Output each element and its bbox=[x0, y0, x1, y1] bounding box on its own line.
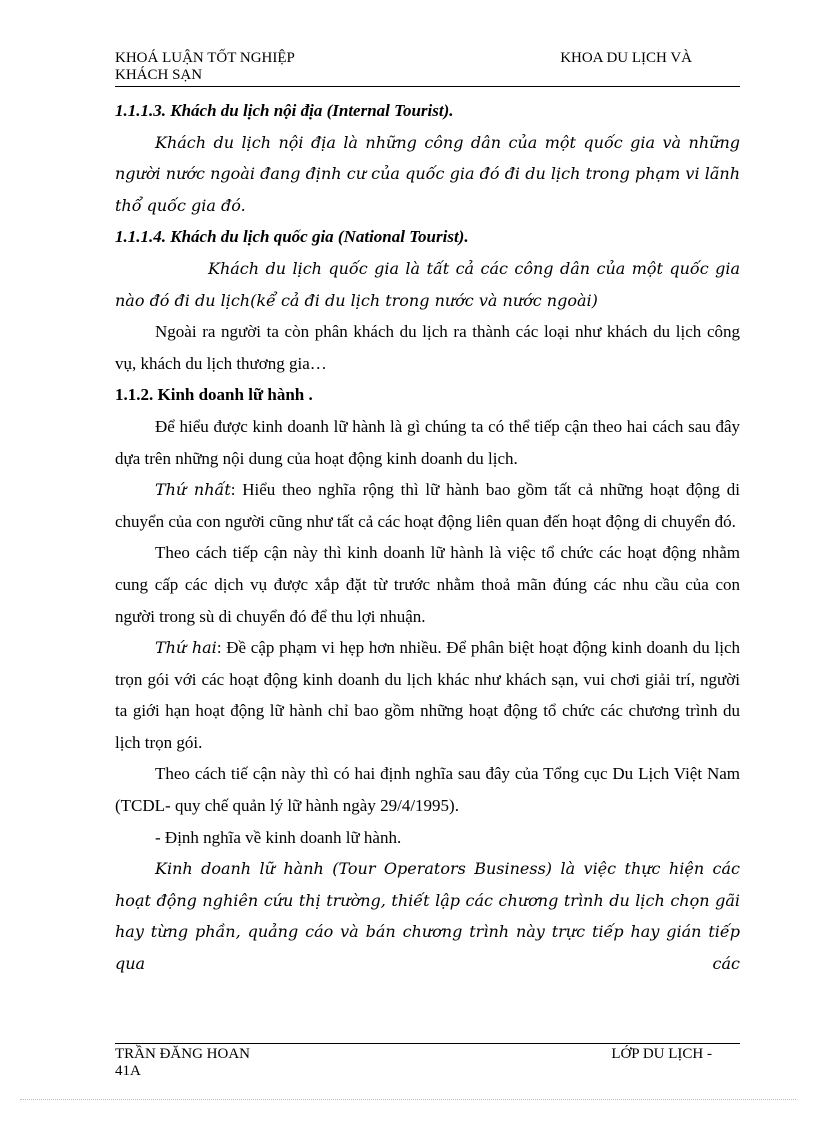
footer-rule bbox=[115, 1043, 740, 1044]
first-label: Thứ nhất bbox=[155, 480, 231, 500]
paragraph-intro-approaches: Để hiểu được kinh doanh lữ hành là gì chúng ta có thể tiếp cận theo hai cách sau đây dựa trên những nội dung của hoạt động kinh doanh du lịch. bbox=[115, 416, 740, 468]
heading-1-1-2: 1.1.2. Kinh doanh lữ hành . bbox=[115, 385, 313, 405]
page-header bbox=[115, 50, 740, 84]
footer-author: TRẦN ĐĂNG HOAN bbox=[115, 1046, 250, 1062]
footer-class-cont: 41A bbox=[115, 1063, 141, 1079]
paragraph-national-tourist: Khách du lịch quốc gia là tất cả các công dân của một quốc gia nào đó đi du lịch(kể cả đi du lịch trong nước và nước ngoài) bbox=[115, 258, 740, 310]
first-text: : Hiểu theo nghĩa rộng thì lữ hành bao gồm tất cả những hoạt động di chuyển của con người cũng như tất cả các hoạt động liên quan đến hoạt động di chuyển đó. bbox=[115, 480, 740, 531]
header-rule bbox=[115, 86, 740, 87]
page-footer bbox=[115, 1046, 740, 1080]
second-text: : Đề cập phạm vi hẹp hơn nhiều. Để phân biệt hoạt động kinh doanh du lịch trọn gói với các hoạt động kinh doanh du lịch khác như khách sạn, vui chơi giải trí, người ta giới hạn hoạt động lữ hành chỉ bao gồm những hoạt động tổ chức các chương trình du lịch trọn gói. bbox=[115, 638, 740, 752]
paragraph-approach-two-detail: Theo cách tiế cận này thì có hai định nghĩa sau đây của Tổng cục Du Lịch Việt Nam (TCDL- quy chế quản lý lữ hành ngày 29/4/1995). bbox=[115, 764, 740, 816]
document-body bbox=[115, 95, 740, 980]
paragraph-tour-operators: Kinh doanh lữ hành (Tour Operators Business) là việc thực hiện các hoạt động nghiên cứu thị trường, thiết lập các chương trình du lịch chọn gãi hay từng phần, quảng cáo và bán chương trình này trực tiếp hay gián tiếp qua các bbox=[115, 859, 740, 974]
paragraph-definition-heading: - Định nghĩa về kinh doanh lữ hành. bbox=[155, 827, 402, 847]
heading-1-1-1-3: 1.1.1.3. Khách du lịch nội địa (Internal Tourist). bbox=[115, 101, 454, 120]
header-faculty-cont: KHÁCH SẠN bbox=[115, 67, 203, 83]
paragraph-first-approach bbox=[115, 474, 740, 537]
paragraph-other-types: Ngoài ra người ta còn phân khách du lịch ra thành các loại như khách du lịch công vụ, khách du lịch thương gia… bbox=[115, 322, 740, 373]
paragraph-domestic-tourist: Khách du lịch nội địa là những công dân của một quốc gia và những người nước ngoài đang định cư của quốc gia đó đi du lịch trong phạm vi lãnh thổ quốc gia đó. bbox=[115, 132, 740, 215]
page-boundary bbox=[20, 1099, 796, 1100]
second-label: Thứ hai bbox=[155, 638, 217, 658]
header-thesis-title: KHOÁ LUẬN TỐT NGHIỆP bbox=[115, 50, 295, 66]
header-faculty: KHOA DU LỊCH VÀ bbox=[560, 50, 692, 66]
footer-class: LỚP DU LỊCH - bbox=[611, 1046, 712, 1062]
paragraph-second-approach bbox=[115, 632, 740, 758]
paragraph-approach-one-detail: Theo cách tiếp cận này thì kinh doanh lữ hành là việc tổ chức các hoạt động nhằm cung cấp các dịch vụ được xắp đặt từ trước nhằm thoả mãn đúng các nhu cầu của con người trong sù di chuyển đó để thu lợi nhuận. bbox=[115, 543, 740, 626]
heading-1-1-1-4: 1.1.1.4. Khách du lịch quốc gia (National Tourist). bbox=[115, 227, 469, 247]
